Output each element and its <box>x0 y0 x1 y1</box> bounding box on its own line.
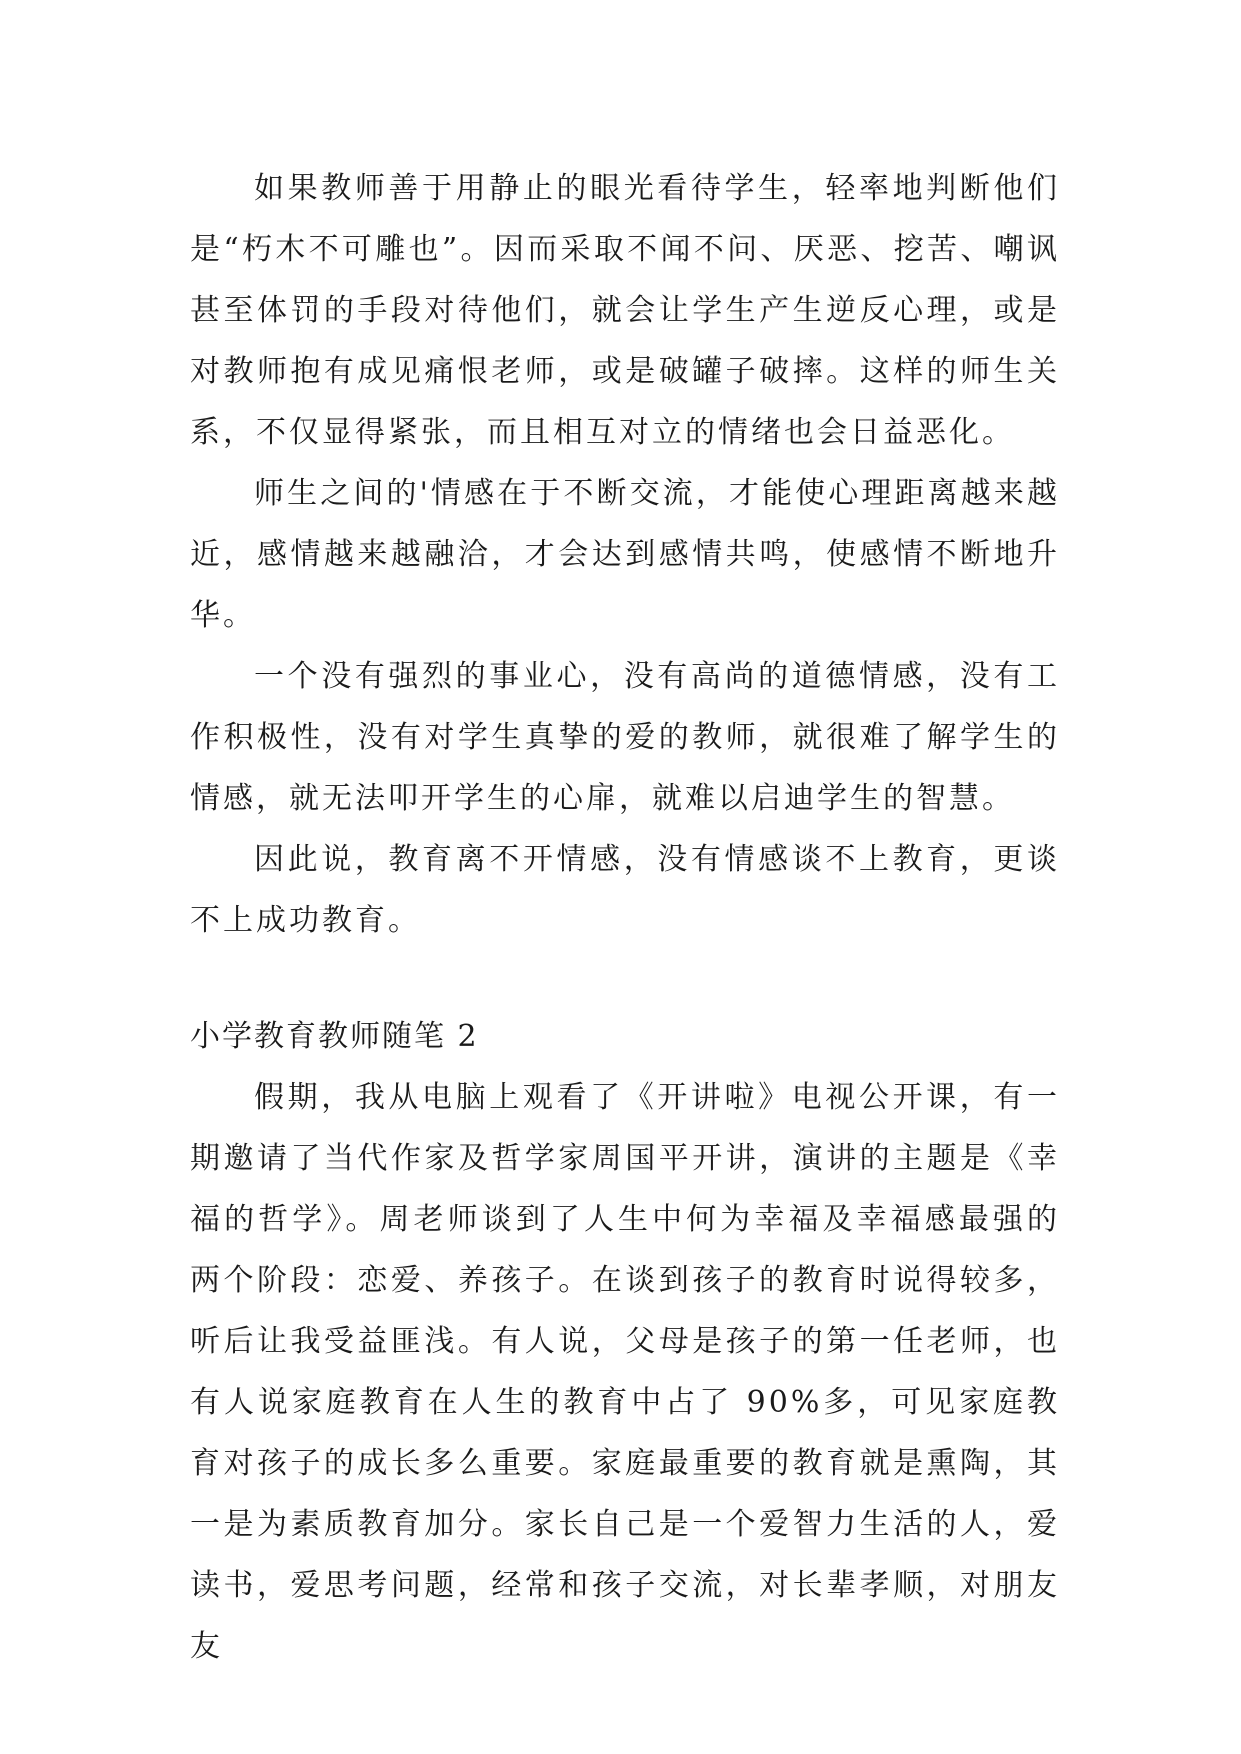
section-heading: 小学教育教师随笔 2 <box>190 1019 479 1054</box>
paragraph-teacher-static-view: 如果教师善于用静止的眼光看待学生，轻率地判断他们是“朽木不可雕也”。因而采取不闻不问、厌恶、挖苦、嘲讽甚至体罚的手段对待他们，就会让学生产生逆反心理，或是对教师抱有成见痛恨老师，或是破罐子破摔。这样的师生关系，不仅显得紧张，而且相互对立的情绪也会日益恶化。 <box>190 171 1060 450</box>
paragraph-emotional-exchange: 师生之间的'情感在于不断交流，才能使心理距离越来越近，感情越来越融洽，才会达到感情共鸣，使感情不断地升华。 <box>190 476 1060 633</box>
paragraph-teacher-dedication: 一个没有强烈的事业心，没有高尚的道德情感，没有工作积极性，没有对学生真挚的爱的教师，就很难了解学生的情感，就无法叩开学生的心扉，就难以启迪学生的智慧。 <box>190 659 1060 816</box>
document-body <box>190 158 1060 1677</box>
paragraph-holiday-lecture: 假期，我从电脑上观看了《开讲啦》电视公开课，有一期邀请了当代作家及哲学家周国平开讲，演讲的主题是《幸福的哲学》。周老师谈到了人生中何为幸福及幸福感最强的两个阶段：恋爱、养孩子。在谈到孩子的教育时说得较多，听后让我受益匪浅。有人说，父母是孩子的第一任老师，也有人说家庭教育在人生的教育中占了 90%多，可见家庭教育对孩子的成长多么重要。家庭最重要的教育就是熏陶，其一是为素质教育加分。家长自己是一个爱智力生活的人，爱读书，爱思考问题，经常和孩子交流，对长辈孝顺，对朋友友 <box>190 1080 1060 1664</box>
paragraph-conclusion: 因此说，教育离不开情感，没有情感谈不上教育，更谈不上成功教育。 <box>190 842 1060 938</box>
